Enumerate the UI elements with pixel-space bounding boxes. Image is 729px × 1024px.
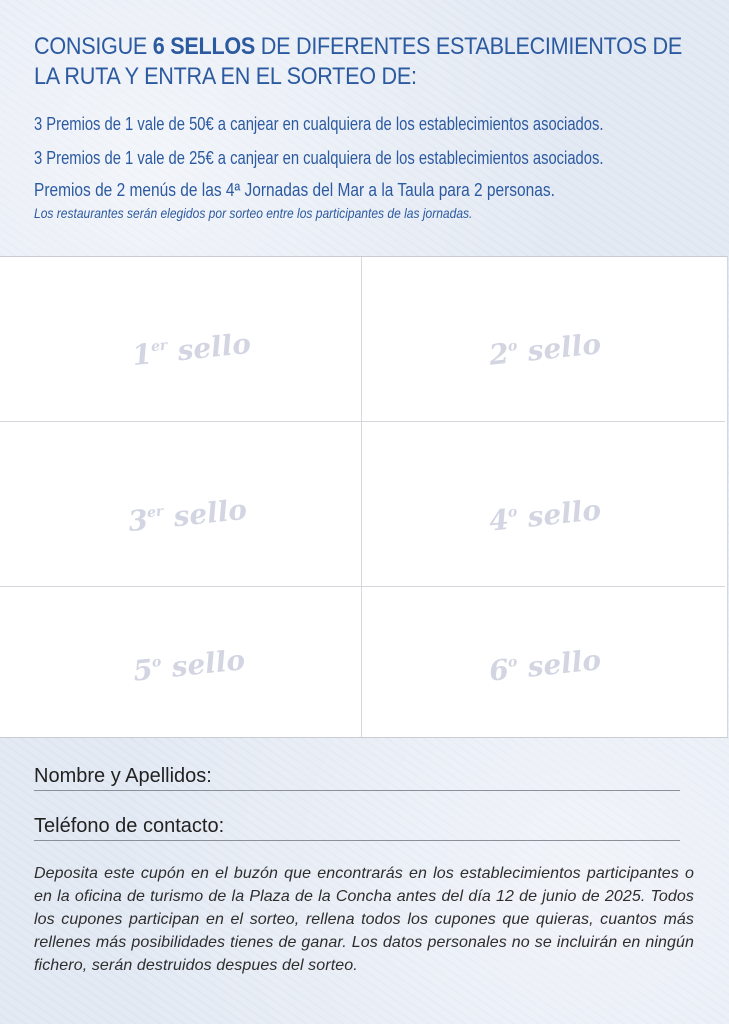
stamp-label-1: 1er sello: [130, 326, 253, 373]
page-title: CONSIGUE 6 SELLOS DE DIFERENTES ESTABLECIMIENTOS DE LA RUTA Y ENTRA EN EL SORTEO DE:: [34, 33, 682, 90]
phone-field[interactable]: [34, 812, 680, 841]
stamp-box-1: [0, 257, 362, 422]
name-label: Nombre y Apellidos:: [34, 765, 212, 787]
stamp-box-2: [362, 257, 725, 422]
prize-line-3: Premios de 2 menús de las 4ª Jornadas del Mar a la Taula para 2 personas.: [34, 180, 555, 200]
stamp-label-3: 3er sello: [126, 492, 249, 539]
stamp-box-4: [362, 422, 725, 587]
phone-label: Teléfono de contacto:: [34, 815, 225, 837]
stamp-box-3: [0, 422, 362, 587]
stamp-grid: [0, 256, 728, 738]
stamp-box-6: [362, 587, 725, 737]
stamp-label-4: 4$^o$ sello: [487, 493, 603, 538]
stamp-box-5: [0, 587, 362, 737]
prize-line-2: 3 Premios de 1 vale de 25€ a canjear en cualquiera de los establecimientos asociados.: [34, 148, 604, 168]
stamp-label-2: 2$^o$ sello: [487, 327, 603, 372]
name-field[interactable]: [34, 762, 680, 791]
stamp-label-5: 5$^o$ sello: [131, 643, 247, 688]
prize-line-1: 3 Premios de 1 vale de 50€ a canjear en cualquiera de los establecimientos asociados.: [34, 114, 604, 134]
stamp-label-6: 6$^o$ sello: [487, 643, 603, 688]
instructions-text: Deposita este cupón en el buzón que encontrarás en los establecimientos participantes o en la oficina de turismo de la Plaza de la Concha antes del día 12 de junio de 2025. Todos los cupones participan en el sorteo, rellena todos los cupones que quieras, cuantos más rellenes más posibilidades tienes de ganar. Los datos personales no se incluirán en ningún fichero, serán destruidos despues del sorteo.: [34, 865, 694, 974]
header: [34, 32, 704, 221]
prize-note: Los restaurantes serán elegidos por sorteo entre los participantes de las jornadas.: [34, 205, 473, 221]
